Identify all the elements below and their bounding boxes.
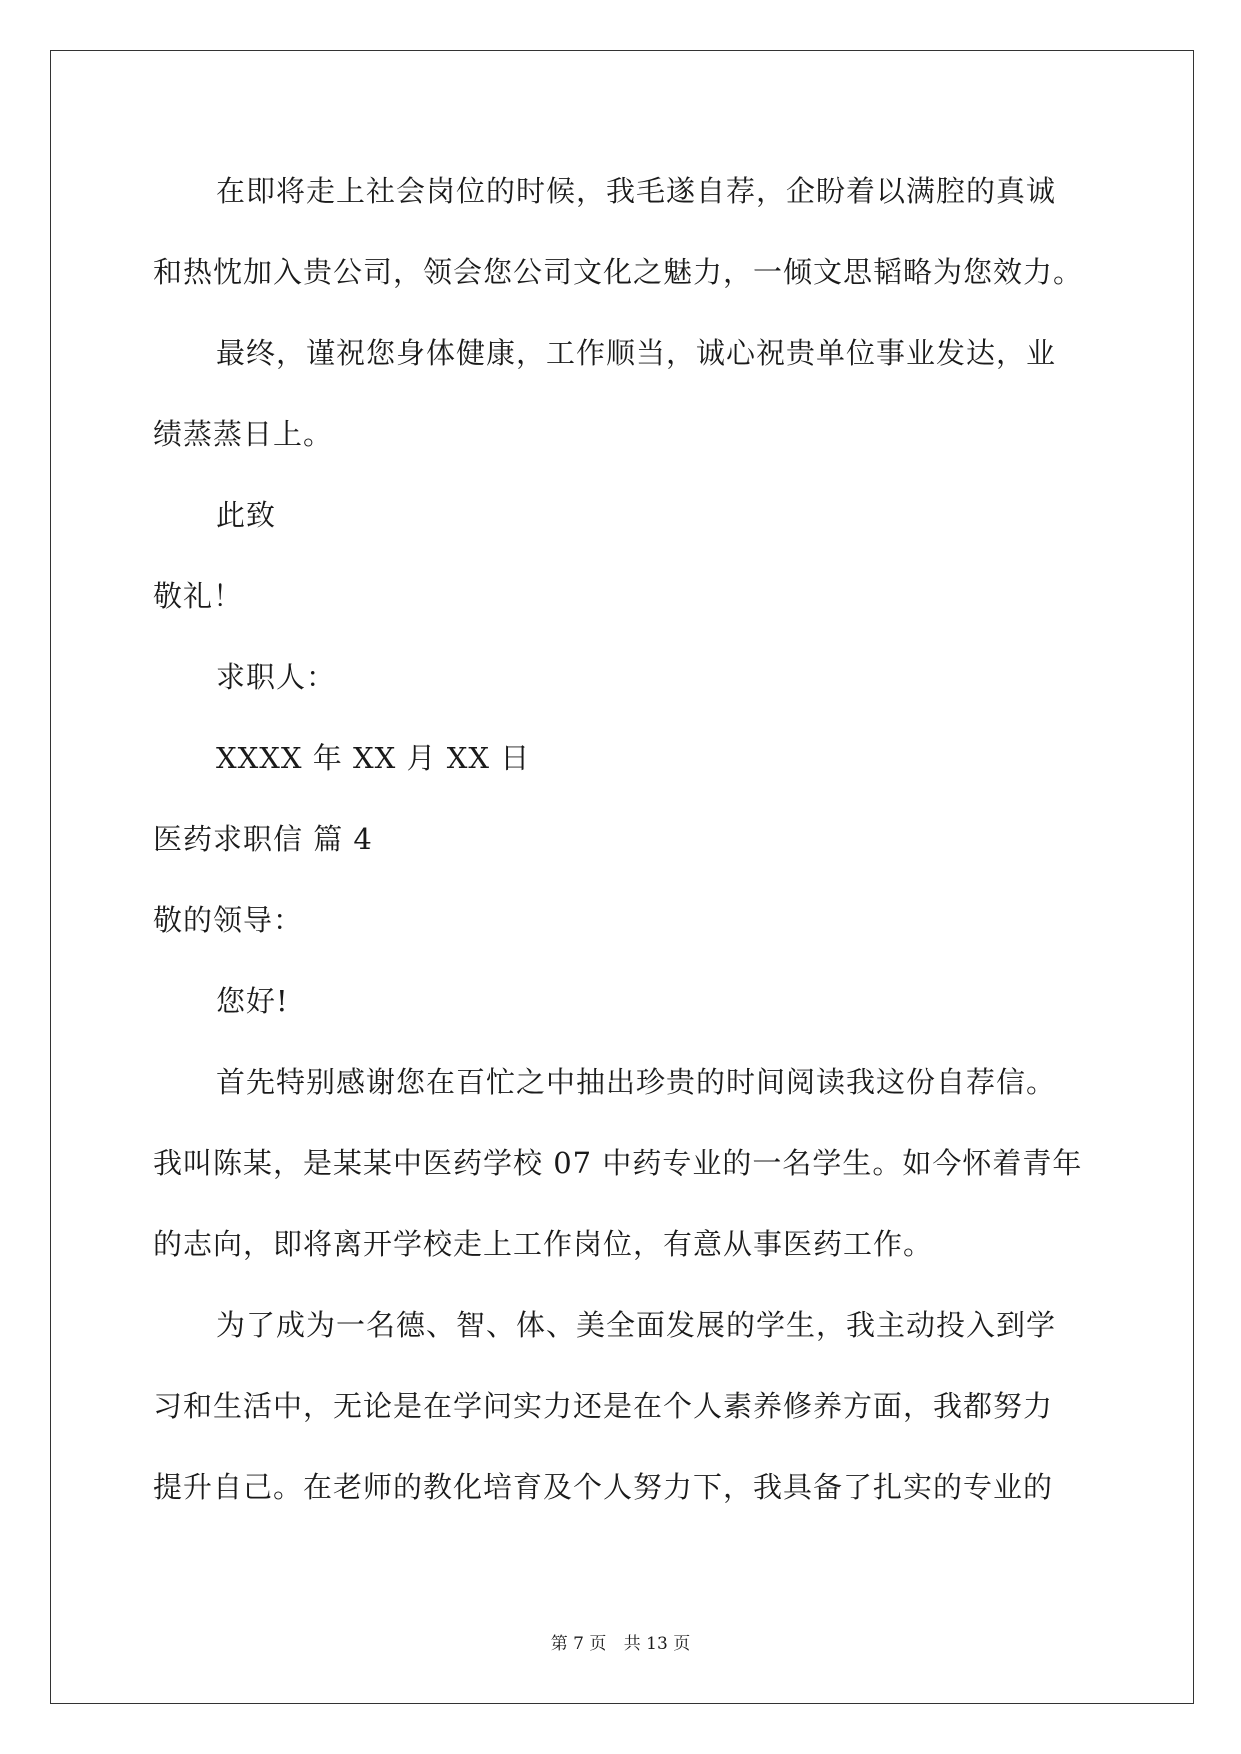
paragraph-line: 绩蒸蒸日上。 — [153, 417, 334, 451]
page-border — [50, 50, 1194, 1704]
paragraph-line: 提升自己。在老师的教化培育及个人努力下，我具备了扎实的专业的 — [153, 1470, 1054, 1504]
section-heading: 医药求职信 篇 4 — [153, 822, 373, 856]
page-footer — [0, 1633, 1241, 1655]
paragraph-line: 最终，谨祝您身体健康，工作顺当，诚心祝贵单位事业发达，业 — [216, 336, 1057, 370]
closing-regards: 敬礼！ — [153, 579, 244, 613]
paragraph-line: 的志向，即将离开学校走上工作岗位，有意从事医药工作。 — [153, 1227, 934, 1261]
paragraph-line: 和热忱加入贵公司，领会您公司文化之魅力，一倾文思韬略为您效力。 — [153, 255, 1084, 289]
paragraph-line: 为了成为一名德、智、体、美全面发展的学生，我主动投入到学 — [216, 1308, 1057, 1342]
applicant-label: 求职人： — [216, 660, 337, 694]
greeting: 敬的领导： — [153, 903, 304, 937]
page-number: 第 7 页 — [550, 1634, 607, 1654]
paragraph-line: 在即将走上社会岗位的时候，我毛遂自荐，企盼着以满腔的真诚 — [216, 174, 1057, 208]
paragraph-line: 我叫陈某，是某某中医药学校 07 中药专业的一名学生。如今怀着青年 — [153, 1146, 1083, 1180]
closing-salutation: 此致 — [216, 498, 277, 532]
paragraph-line: 习和生活中，无论是在学问实力还是在个人素养修养方面，我都努力 — [153, 1389, 1054, 1423]
page-total: 共 13 页 — [623, 1634, 691, 1654]
greeting-hello: 您好! — [216, 984, 289, 1018]
paragraph-line: 首先特别感谢您在百忙之中抽出珍贵的时间阅读我这份自荐信。 — [216, 1065, 1057, 1099]
date-line: XXXX 年 XX 月 XX 日 — [216, 741, 531, 775]
